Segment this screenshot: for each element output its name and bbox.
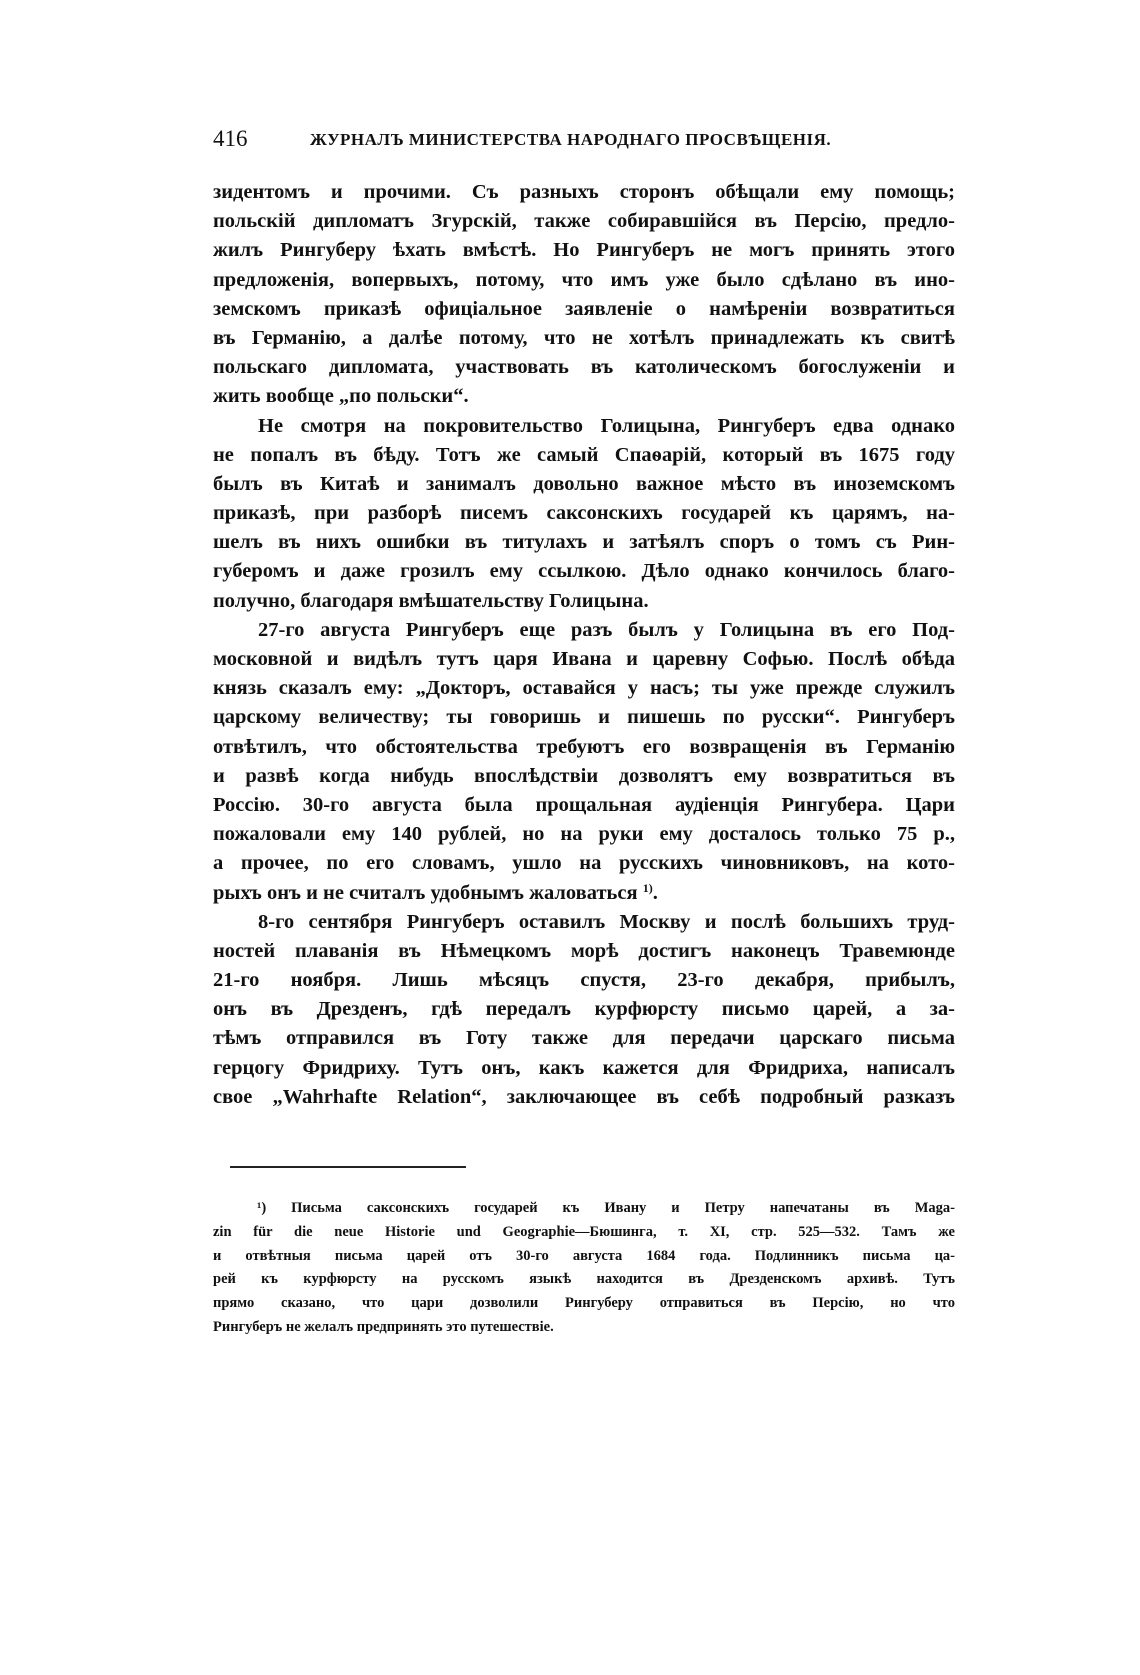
sentence-end: .: [652, 881, 658, 904]
text-line: московной и видѣлъ тутъ царя Ивана и царевну Софью. Послѣ обѣда: [213, 648, 955, 670]
text-line: а прочее, по его словамъ, ушло на русскихъ чиновниковъ, на кото-: [213, 852, 955, 875]
text-line: 21-го ноября. Лишь мѣсяцъ спустя, 23-го декабря, прибылъ,: [213, 969, 955, 992]
text-line: свое „Wahrhafte Relation“, заключающее въ себѣ подробный разказъ: [213, 1085, 955, 1108]
text-line: и развѣ когда нибудь впослѣдствіи дозволятъ ему возвратиться въ: [213, 764, 955, 787]
text-line: жить вообще „по польски“.: [213, 385, 469, 408]
footnote-reference: 1): [642, 880, 653, 895]
text-line: зидентомъ и прочими. Съ разныхъ сторонъ обѣщали ему помощь;: [213, 181, 955, 203]
text-line-content: рыхъ онъ и не считалъ удобнымъ жаловаться: [213, 881, 638, 904]
text-line: губеромъ и даже грозилъ ему ссылкою. Дѣло однако кончилось благо-: [213, 560, 955, 583]
footnote-line: Рингуберъ не желалъ предпринять это путешествіе.: [213, 1318, 554, 1335]
text-line: польскаго дипломата, участвовать въ католическомъ богослуженіи и: [213, 356, 955, 379]
text-line: не попалъ въ бѣду. Тотъ же самый Спаѳарій, который въ 1675 году: [213, 443, 955, 466]
text-line: Россію. 30-го августа была прощальная аудіенція Рингубера. Цари: [213, 793, 955, 816]
text-line: земскомъ приказѣ офиціальное заявленіе о намѣреніи возвратиться: [213, 297, 955, 320]
footnote-line: прямо сказано, что цари дозволили Рингуберу отправиться въ Персію, но что: [213, 1295, 955, 1312]
text-line: польскій дипломатъ Згурскій, также собиравшійся въ Персію, предло-: [213, 210, 955, 233]
footnote-line: zin für die neue Historie und Geographie—Бюшинга, т. XI, стр. 525—532. Тамъ же: [213, 1223, 955, 1240]
text-line: 27-го августа Рингуберъ еще разъ былъ у Голицына въ его Под-: [258, 618, 955, 641]
footnote-block: [213, 1197, 955, 1340]
text-line: Не смотря на покровительство Голицына, Рингуберъ едва однако: [258, 414, 955, 437]
text-line: 8-го сентября Рингуберъ оставилъ Москву и послѣ большихъ труд-: [258, 910, 955, 933]
footnote-separator: [230, 1166, 466, 1168]
text-line: пожаловали ему 140 рублей, но на руки ему досталось только 75 р.,: [213, 823, 955, 846]
text-line: онъ въ Дрезденъ, гдѣ передалъ курфюрсту письмо царей, а за-: [213, 998, 955, 1021]
text-line: жилъ Рингуберу ѣхать вмѣстѣ. Но Рингуберъ не могъ принять этого: [213, 239, 955, 262]
footnote-line: и отвѣтныя письма царей отъ 30-го августа 1684 года. Подлинникъ письма ца-: [213, 1247, 955, 1264]
text-line: царскому величеству; ты говоришь и пишешь по русски“. Рингуберъ: [213, 706, 955, 729]
text-line: предложенія, вопервыхъ, потому, что имъ уже было сдѣлано въ ино-: [213, 268, 955, 291]
text-line: князь сказалъ ему: „Докторъ, оставайся у насъ; ты уже прежде служилъ: [213, 677, 955, 700]
text-line: получно, благодаря вмѣшательству Голицына.: [213, 589, 649, 612]
text-line: тѣмъ отправился въ Готу также для передачи царскаго письма: [213, 1027, 955, 1050]
running-title: ЖУРНАЛЪ МИНИСТЕРСТВА НАРОДНАГО ПРОСВѢЩЕНІЯ.: [310, 130, 832, 149]
text-line: былъ въ Китаѣ и занималъ довольно важное мѣсто въ иноземскомъ: [213, 472, 955, 495]
text-line: герцогу Фридриху. Тутъ онъ, какъ кажется для Фридриха, написалъ: [213, 1056, 955, 1079]
page-header: [213, 126, 953, 152]
text-line: ностей плаванія въ Нѣмецкомъ морѣ достигъ наконецъ Травемюнде: [213, 939, 955, 962]
footnote-line: ¹) Письма саксонскихъ государей къ Ивану и Петру напечатаны въ Maga-: [257, 1200, 955, 1216]
page-number: 416: [213, 126, 248, 151]
footnote-line: рей къ курфюрсту на русскомъ языкѣ находится въ Дрезденскомъ архивѣ. Тутъ: [213, 1271, 955, 1288]
text-line-with-footnote: [213, 879, 955, 908]
text-line: шелъ въ нихъ ошибки въ титулахъ и затѣялъ споръ о томъ съ Рин-: [213, 531, 955, 554]
text-line: приказѣ, при разборѣ писемъ саксонскихъ государей къ царямъ, на-: [213, 502, 955, 525]
main-text: [213, 178, 955, 1112]
text-line: отвѣтилъ, что обстоятельства требуютъ его возвращенія въ Германію: [213, 735, 955, 758]
text-line: въ Германію, а далѣе потому, что не хотѣлъ принадлежать къ свитѣ: [213, 326, 955, 349]
